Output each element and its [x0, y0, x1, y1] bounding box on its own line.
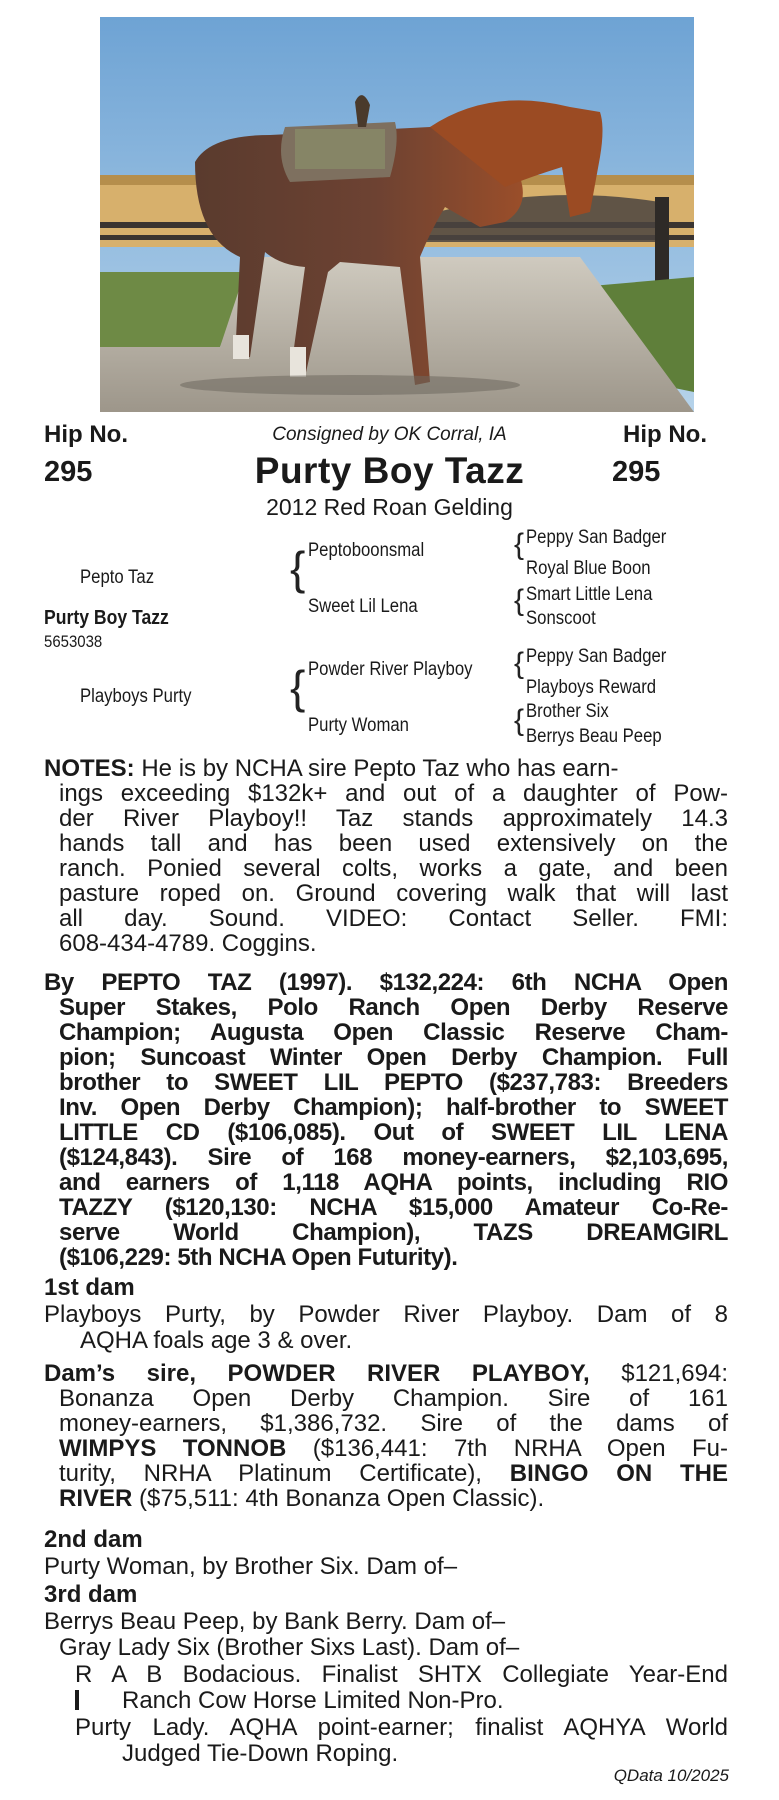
- grand-produce-2-line-1: Purty Lady. AQHA point-earner; finalist AQHYA World: [75, 1714, 728, 1741]
- sire-line-6: Inv. Open Derby Champion); half-brother to SWEET: [59, 1094, 728, 1121]
- grand-produce-2-line-2: Judged Tie-Down Roping.: [122, 1740, 399, 1767]
- notes-line-7: all day. Sound. VIDEO: Contact Seller. FMI:: [59, 905, 728, 932]
- sire-line-5: brother to SWEET LIL PEPTO ($237,783: Breeders: [59, 1069, 728, 1096]
- pedigree-brace-sire: {: [290, 542, 306, 594]
- notes-line-1: He is by NCHA sire Pepto Taz who has earn-: [141, 755, 619, 782]
- sire-line-1: By PEPTO TAZ (1997). $132,224: 6th NCHA Open: [44, 969, 728, 996]
- sire-record: [44, 970, 728, 1270]
- pedigree-g3-7: Brother Six: [526, 701, 609, 722]
- registration-number: 5653038: [44, 632, 103, 651]
- notes-line-2: ings exceeding $132k+ and out of a daughter of Pow-: [59, 780, 728, 807]
- dams-sire-l5: turity, NRHA Platinum Certificate),: [59, 1460, 510, 1487]
- pedigree-sire-sire: Peptoboonsmal: [308, 540, 425, 561]
- dams-sire-l4-bold: WIMPYS TONNOB: [59, 1435, 287, 1462]
- grand-produce-1-line-1: R A B Bodacious. Finalist SHTX Collegiate Year-End: [75, 1661, 728, 1688]
- hip-number-left: 295: [44, 456, 93, 488]
- notes-label: NOTES:: [44, 755, 135, 782]
- pedigree-dam: Playboys Purty: [80, 686, 192, 707]
- pedigree-dam-sire: Powder River Playboy: [308, 659, 473, 680]
- horse-name: Purty Boy Tazz: [254, 450, 525, 491]
- hip-label-right: Hip No.: [623, 421, 707, 448]
- brace-g3-1: {: [514, 528, 525, 561]
- dams-sire-paragraph: [44, 1361, 728, 1511]
- dams-sire-prefix: Dam’s sire, POWDER RIVER PLAYBOY,: [44, 1360, 590, 1387]
- sire-line-8: ($124,843). Sire of 168 money-earners, $2,103,695,: [59, 1144, 728, 1171]
- pedigree-g3-4: Sonscoot: [526, 608, 596, 629]
- dams-sire-l4: ($136,441: 7th NRHA Open Fu-: [286, 1435, 728, 1462]
- sire-line-9: and earners of 1,118 AQHA points, including RIO: [59, 1169, 728, 1196]
- dams-sire-l2: Bonanza Open Derby Champion. Sire of 161: [59, 1385, 728, 1412]
- sire-line-3: Champion; Augusta Open Classic Reserve Cham-: [59, 1019, 728, 1046]
- pedigree-dam-dam: Purty Woman: [308, 715, 409, 736]
- third-dam-line: Berrys Beau Peep, by Bank Berry. Dam of–: [44, 1608, 506, 1635]
- sire-line-10: TAZZY ($120,130: NCHA $15,000 Amateur Co-Re-: [59, 1194, 728, 1221]
- notes-line-6: pasture roped on. Ground covering walk that will last: [59, 880, 728, 907]
- sire-line-2: Super Stakes, Polo Ranch Open Derby Reserve: [59, 994, 728, 1021]
- dams-sire-l1: $121,694:: [589, 1360, 728, 1387]
- notes-line-3: der River Playboy!! Taz stands approximately 14.3: [59, 805, 728, 832]
- pedigree-g3-3: Smart Little Lena: [526, 584, 653, 605]
- horse-description: 2012 Red Roan Gelding: [266, 494, 513, 520]
- pedigree-g3-1: Peppy San Badger: [526, 527, 667, 548]
- pedigree-g3-2: Royal Blue Boon: [526, 558, 651, 579]
- grand-produce-1-line-2: Ranch Cow Horse Limited Non-Pro.: [122, 1687, 504, 1714]
- first-dam-heading: 1st dam: [44, 1274, 135, 1301]
- notes-line-4: hands tall and has been used extensively on the: [59, 830, 728, 857]
- pedigree-g3-5: Peppy San Badger: [526, 646, 667, 667]
- pedigree-g3-8: Berrys Beau Peep: [526, 726, 662, 747]
- pedigree-sire: Pepto Taz: [80, 567, 155, 588]
- hip-number-right: 295: [612, 456, 661, 488]
- second-dam-heading: 2nd dam: [44, 1526, 143, 1553]
- dams-sire-l6-bold: RIVER: [59, 1485, 133, 1512]
- brace-g3-3: {: [514, 647, 525, 680]
- sire-line-4: pion; Suncoast Winter Open Derby Champion. Full: [59, 1044, 728, 1071]
- qdata-footer: QData 10/2025: [613, 1766, 729, 1785]
- first-dam-line-1: Playboys Purty, by Powder River Playboy. Dam of 8: [44, 1301, 728, 1328]
- pedigree-brace-dam: {: [290, 661, 306, 713]
- second-dam-line: Purty Woman, by Brother Six. Dam of–: [44, 1553, 458, 1580]
- text-cursor-bar: [75, 1690, 79, 1710]
- notes-line-5: ranch. Ponied several colts, works a gate, and been: [59, 855, 728, 882]
- sire-line-12: ($106,229: 5th NCHA Open Futurity).: [59, 1244, 458, 1271]
- third-dam-produce: Gray Lady Six (Brother Sixs Last). Dam of–: [59, 1634, 520, 1661]
- notes-line-8: 608-434-4789. Coggins.: [59, 930, 317, 957]
- dams-sire-l6: ($75,511: 4th Bonanza Open Classic).: [132, 1485, 545, 1512]
- pedigree-g3-6: Playboys Reward: [526, 677, 657, 698]
- consignor-line: Consigned by OK Corral, IA: [272, 424, 507, 445]
- dams-sire-l5-bold: BINGO ON THE: [509, 1460, 728, 1487]
- horse-photo: [100, 17, 694, 412]
- pedigree-subject: Purty Boy Tazz: [44, 607, 169, 629]
- notes-paragraph: [44, 756, 728, 956]
- hip-label-left: Hip No.: [44, 421, 128, 448]
- brace-g3-4: {: [514, 704, 525, 737]
- dams-sire-l3: money-earners, $1,386,732. Sire of the dams of: [59, 1410, 728, 1437]
- pedigree-sire-dam: Sweet Lil Lena: [308, 596, 418, 617]
- first-dam-line-2: AQHA foals age 3 & over.: [80, 1327, 353, 1354]
- brace-g3-2: {: [514, 584, 525, 617]
- sire-line-11: serve World Champion), TAZS DREAMGIRL: [59, 1219, 728, 1246]
- sire-line-7: LITTLE CD ($106,085). Out of SWEET LIL LENA: [59, 1119, 728, 1146]
- third-dam-heading: 3rd dam: [44, 1581, 138, 1608]
